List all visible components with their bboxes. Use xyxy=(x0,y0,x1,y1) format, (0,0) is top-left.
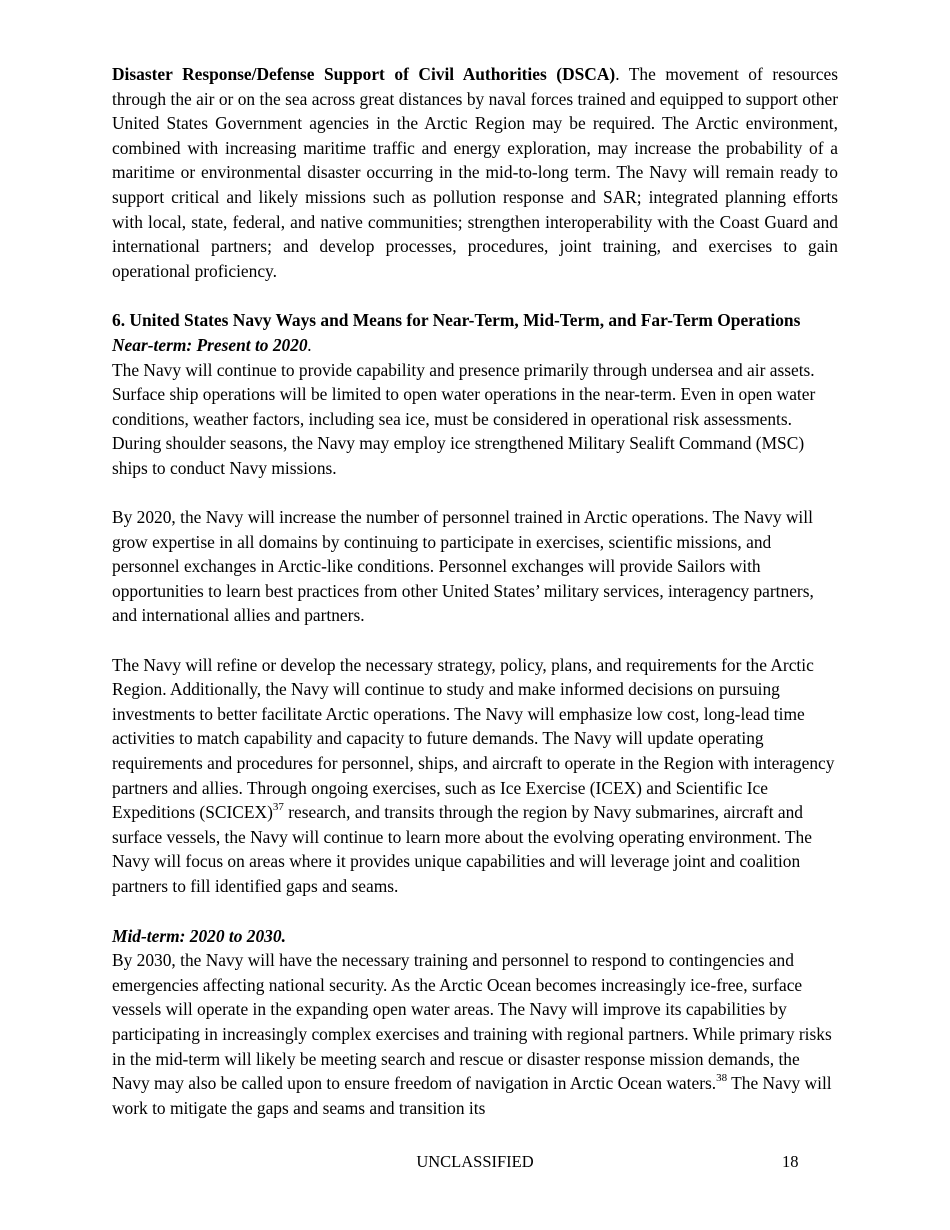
near-term-paragraph-3-part-2: research, and transits through the region by Navy submarines, aircraft and surface vessels, the Navy will continue to learn more about the evolving operating environment. The Navy will focus on areas where it provides unique capabilities and will leverage joint and coalition partners to fill identified gaps and seams. xyxy=(112,802,812,896)
near-term-heading-period: . xyxy=(307,334,312,355)
mid-term-heading-period: . xyxy=(281,925,286,946)
dsca-paragraph xyxy=(112,62,838,283)
dsca-heading: Disaster Response/Defense Support of Civil Authorities (DSCA) xyxy=(112,64,616,84)
page-number: 18 xyxy=(782,1152,799,1171)
dsca-heading-period: . xyxy=(615,64,620,84)
near-term-paragraph-3 xyxy=(112,653,838,899)
near-term-paragraph-2: By 2020, the Navy will increase the number of personnel trained in Arctic operations. The Navy will grow expertise in all domains by continuing to participate in exercises, scientific missions, and personnel exchanges in Arctic-like conditions. Personnel exchanges will provide Sailors with opportunities to learn best practices from other United States’ military services, interagency partners, and international allies and partners. xyxy=(112,507,814,626)
page-footer xyxy=(0,1152,950,1176)
classification-marking: UNCLASSIFIED xyxy=(416,1152,534,1171)
document-page xyxy=(112,62,838,1120)
near-term-heading-text: Near-term: Present to 2020 xyxy=(112,334,308,355)
near-term-paragraph-3-part-1: The Navy will refine or develop the necessary strategy, policy, plans, and requirements for the Arctic Region. Additionally, the Navy will continue to study and make informed decisions on pursuing investments to better facilitate Arctic operations. The Navy will emphasize low cost, long-lead time activities to match capability and capacity to future demands. The Navy will update operating requirements and procedures for personnel, ships, and aircraft to operate in the Region with interagency partners and allies. Through ongoing exercises, such as Ice Exercise (ICEX) and Scientific Ice Expeditions (SCICEX) xyxy=(112,654,835,823)
mid-term-paragraph-1-part-2: The Navy will work to mitigate the gaps and seams and transition its xyxy=(112,1073,832,1118)
dsca-body: The movement of resources through the air or on the sea across great distances by naval forces trained and equipped to support other United States Government agencies in the Arctic Region may be required. The Arctic environment, combined with increasing maritime traffic and energy exploration, may increase the probability of a maritime or environmental disaster occurring in the mid-to-long term. The Navy will remain ready to support critical and likely missions such as pollution response and SAR; integrated planning efforts with local, state, federal, and native communities; strengthen interoperability with the Coast Guard and international partners; and develop processes, procedures, joint training, and exercises to gain operational proficiency. xyxy=(112,64,838,281)
mid-term-heading xyxy=(112,924,838,949)
footnote-ref-38: 38 xyxy=(716,1072,728,1085)
section-6-title: 6. United States Navy Ways and Means for Near-Term, Mid-Term, and Far-Term Operations xyxy=(112,310,801,331)
mid-term-paragraph-1 xyxy=(112,948,838,1120)
mid-term-heading-text: Mid-term: 2020 to 2030 xyxy=(112,925,282,946)
near-term-paragraph-1: The Navy will continue to provide capability and presence primarily through undersea and air assets. Surface ship operations will be limited to open water operations in the near-term. Even in open water conditions, weather factors, including sea ice, must be considered in operational risk assessments. During shoulder seasons, the Navy may employ ice strengthened Military Sealift Command (MSC) ships to conduct Navy missions. xyxy=(112,359,816,478)
footnote-ref-37: 37 xyxy=(272,801,284,814)
mid-term-paragraph-1-part-1: By 2030, the Navy will have the necessary training and personnel to respond to contingencies and emergencies affecting national security. As the Arctic Ocean becomes increasingly ice-free, surface vessels will operate in the expanding open water areas. The Navy will improve its capabilities by participating in increasingly complex exercises and training with regional partners. While primary risks in the mid-term will likely be meeting search and rescue or disaster response mission demands, the Navy may also be called upon to ensure freedom of navigation in Arctic Ocean waters. xyxy=(112,950,832,1094)
near-term-heading xyxy=(112,333,838,358)
